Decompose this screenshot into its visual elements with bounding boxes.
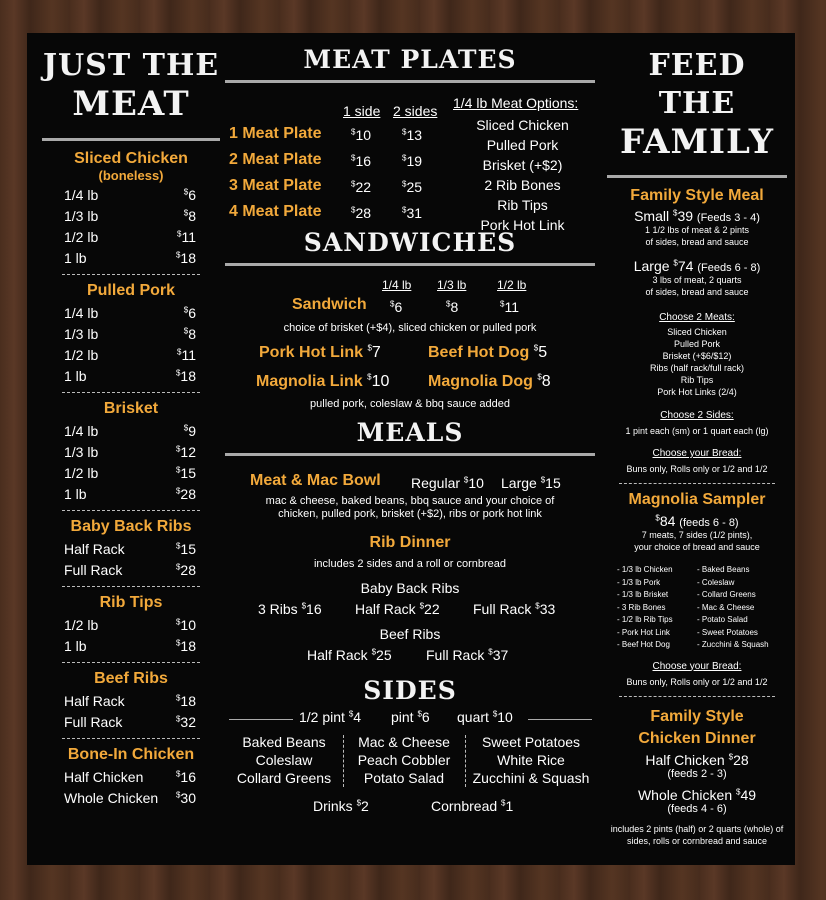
item-size: 1/3 lb [64,208,99,224]
meat-plate-row [229,177,439,203]
size-quart: quart $10 [457,709,513,725]
price-value: 9 [188,423,196,439]
pork-hot-link: Pork Hot Link $7 [259,343,381,361]
meat-section [42,593,220,663]
left-title-1: JUST THE [42,48,220,83]
sandwiches-section [225,266,595,418]
price-value: 13 [406,127,423,143]
price-value: 22 [355,179,372,195]
size-third: 1/3 lb [437,278,467,292]
beef-full-rack: Full Rack $37 [426,647,509,663]
price-value: 28 [180,562,196,578]
sides-col-1 [225,733,343,787]
divider [62,738,200,739]
sampler-meat: - Pork Hot Link [617,627,670,637]
divider [343,735,344,787]
price-value: 25 [406,179,423,195]
item-size: Full Rack [64,714,123,730]
sampler-side: - Mac & Cheese [697,602,755,612]
item-size: 1/4 lb [64,187,99,203]
meat-choice: Pork Hot Links (2/4) [657,387,737,397]
price: 11 [504,299,519,315]
sampler-meat: - Beef Hot Dog [617,640,670,649]
item-price: $15 [175,541,196,557]
sampler-price: $84 (feeds 6 - 8) [655,513,739,529]
sampler-meats [617,564,697,652]
meat-options-title: 1/4 lb Meat Options: [453,95,579,111]
item-size: 1 lb [64,486,87,502]
sandwich-name: Sandwich [292,296,367,313]
price-row [64,615,196,636]
fscd-note-2: sides, rolls or cornbread and sauce [626,835,768,846]
price-row [64,303,196,324]
sandwich-price-1: $6 [390,299,403,315]
large-note-1: 3 lbs of meat, 2 quarts [652,275,742,285]
section-title: Sliced Chicken [74,150,188,167]
divider [42,138,220,141]
bowl-regular: Regular $10 [411,475,484,491]
cornbread: Cornbread $1 [431,798,514,814]
sampler-side: - Collard Greens [697,590,756,599]
plate-price-2: $13 [402,127,423,143]
beef-ribs-title: Beef Ribs [379,626,441,642]
large-option: Large $74 (Feeds 6 - 8) [633,258,761,274]
price-list [64,303,196,387]
meat-plates-section [225,83,595,233]
price-value: 15 [180,541,196,557]
choose-sides: Choose 2 Sides: [660,410,734,421]
sides-col-2 [345,733,463,787]
meat-section [42,399,220,511]
section-title: Bone-In Chicken [67,746,195,763]
price-value: 18 [180,250,196,266]
sides-col-3 [465,733,597,787]
item-size: 1 lb [64,250,87,266]
sandwich-price-2: $8 [446,299,459,315]
item-price: $18 [175,693,196,709]
bowl-large: Large $15 [501,475,561,491]
sandwich-price-3: $11 [500,299,519,315]
sides-note: 1 pint each (sm) or 1 quart each (lg) [625,426,769,436]
item-size: Half Chicken [64,769,144,785]
meat-plate-row [229,125,439,151]
meat-option: Rib Tips [497,197,548,213]
choose-bread: Choose your Bread: [652,448,742,459]
price-row [64,206,196,227]
sides-title: SIDES [363,676,457,705]
sampler-lists [607,564,787,652]
plate-price-2: $25 [402,179,423,195]
side-item: Collard Greens [236,770,332,786]
item-price: $6 [183,187,196,203]
plate-name: 4 Meat Plate [229,203,322,220]
rib-dinner: Rib Dinner [369,534,451,551]
item-price: $12 [175,444,196,460]
magnolia-link: Magnolia Link $10 [256,372,390,390]
fscd-title-1: Family Style [650,707,744,725]
item-price: $32 [175,714,196,730]
item-size: 1/3 lb [64,326,99,342]
item-size: 1/2 lb [64,617,99,633]
item-price: $11 [177,347,196,363]
meat-choice: Rib Tips [680,375,714,385]
bb-3-ribs: 3 Ribs $16 [258,601,322,617]
meat-option: 2 Rib Bones [484,177,561,193]
right-title-1: FEED THE [648,48,746,121]
meat-choice: Pulled Pork [673,339,721,349]
price-row [64,636,196,657]
plate-name: 1 Meat Plate [229,125,322,142]
sampler-meat: - 1/3 lb Brisket [617,590,669,599]
item-price: $28 [175,562,196,578]
sides-section [225,705,595,825]
item-price: $28 [175,486,196,502]
price: 8 [450,299,459,315]
divider [62,392,200,393]
price-value: 10 [180,617,196,633]
plate-price-1: $28 [351,205,372,221]
plate-price-1: $22 [351,179,372,195]
price-value: 18 [180,368,196,384]
price-value: 11 [181,229,196,245]
price-list [64,185,196,269]
price-row [64,712,196,733]
meat-plates-title: MEAT PLATES [303,45,517,74]
sandwich-note: choice of brisket (+$4), sliced chicken or pulled pork [283,322,537,334]
section-title: Brisket [103,400,159,417]
side-item: Coleslaw [255,752,313,768]
section-title: Beef Ribs [94,670,168,687]
choose-meats: Choose 2 Meats: [659,312,735,323]
meat-choice: Sliced Chicken [667,327,727,337]
fscd-note-1: includes 2 pints (half) or 2 quarts (whole) of [610,823,784,834]
bread-note-2: Buns only, Rolls only or 1/2 and 1/2 [626,676,768,687]
price-row [64,324,196,345]
price-row [64,484,196,505]
item-price: $18 [175,368,196,384]
price-value: 8 [188,326,196,342]
left-sections [42,149,220,809]
item-size: 1/2 lb [64,229,99,245]
item-size: 1/4 lb [64,423,99,439]
price-row [64,788,196,809]
meat-option: Pork Hot Link [480,217,565,233]
item-size: Whole Chicken [64,790,159,806]
divider [619,696,775,697]
item-price: $6 [183,305,196,321]
sampler-side: - Sweet Potatoes [697,627,758,637]
side-item: White Rice [497,752,565,768]
baby-back-title: Baby Back Ribs [360,580,460,596]
meat-option: Brisket (+$2) [482,157,563,173]
sampler-side: - Baked Beans [697,565,750,574]
price-value: 6 [188,187,196,203]
magnolia-sampler-title: Magnolia Sampler [628,491,766,508]
plate-price-1: $16 [351,153,372,169]
large-note-2: of sides, bread and sauce [645,287,749,297]
beef-hot-dog: Beef Hot Dog $5 [428,343,548,361]
price-row [64,442,196,463]
price-row [64,767,196,788]
price-row [64,345,196,366]
whole-feeds: (feeds 4 - 6) [667,802,727,815]
section-subtitle: (boneless) [98,168,164,183]
side-item: Peach Cobbler [357,752,451,768]
feed-the-family-column [607,33,787,847]
drinks: Drinks $2 [313,798,369,814]
price-value: 28 [355,205,372,221]
just-the-meat-column [42,33,220,809]
price-row [64,248,196,269]
item-price: $10 [175,617,196,633]
sampler-side: - Coleslaw [697,577,735,587]
meat-section [42,281,220,393]
section-title: Baby Back Ribs [70,518,192,535]
item-price: $9 [183,423,196,439]
link-note: pulled pork, coleslaw & bbq sauce added [310,398,510,410]
bb-half-rack: Half Rack $22 [355,601,440,617]
small-note-2: of sides, bread and sauce [645,237,749,247]
price-list [64,421,196,505]
meat-section [42,517,220,587]
beef-half-rack: Half Rack $25 [307,647,392,663]
price-value: 15 [180,465,196,481]
price-value: 32 [180,714,196,730]
item-price: $11 [177,229,196,245]
side-item: Baked Beans [242,734,326,750]
meat-options-list [450,115,595,235]
family-style-meal-title: Family Style Meal [630,187,764,204]
item-price: $30 [175,790,196,806]
price-row [64,421,196,442]
price-row [64,185,196,206]
price-value: 18 [180,693,196,709]
sampler-meat: - 1/3 lb Chicken [617,565,673,574]
size-pint: pint $6 [391,709,430,725]
price-list [64,691,196,733]
left-title-2: MEAT [72,84,190,124]
sampler-meat: - 3 Rib Bones [617,602,666,612]
sampler-note-2: your choice of bread and sauce [634,542,760,552]
item-price: $15 [175,465,196,481]
plate-price-1: $10 [351,127,372,143]
price-value: 8 [188,208,196,224]
price-value: 6 [188,305,196,321]
price-value: 11 [181,347,196,363]
meat-choices [607,326,787,398]
meals-section [225,456,595,676]
price-value: 19 [406,153,423,169]
price-list [64,539,196,581]
price-value: 18 [180,638,196,654]
bowl-note-1: mac & cheese, baked beans, bbq sauce and your choice of [265,495,555,507]
price-value: 10 [355,127,372,143]
price-row [64,539,196,560]
bowl-note-2: chicken, pulled pork, brisket (+$2), ribs or pork hot link [278,508,542,520]
price-list [64,767,196,809]
menu-board [27,33,795,865]
section-title: Rib Tips [99,594,163,611]
sampler-meat: - 1/3 lb Pork [617,577,661,587]
price-row [64,366,196,387]
plate-name: 2 Meat Plate [229,151,322,168]
meat-option: Pulled Pork [486,137,559,153]
plate-price-2: $19 [402,153,423,169]
choose-bread-2: Choose your Bread: [652,660,742,672]
small-note-1: 1 1/2 lbs of meat & 2 pints [644,225,750,235]
item-size: 1/2 lb [64,465,99,481]
item-price: $18 [175,250,196,266]
divider [528,719,592,720]
side-item: Sweet Potatoes [481,734,581,750]
sampler-note-1: 7 meats, 7 sides (1/2 pints), [641,530,753,540]
meat-section [42,669,220,739]
item-size: 1/4 lb [64,305,99,321]
section-title: Pulled Pork [86,282,176,299]
item-size: 1 lb [64,368,87,384]
meat-mac-bowl: Meat & Mac Bowl [250,472,381,489]
item-price: $18 [175,638,196,654]
size-quarter: 1/4 lb [382,278,412,292]
fscd-title-2: Chicken Dinner [638,729,756,747]
item-size: Half Rack [64,693,125,709]
price-row [64,463,196,484]
price-row [64,560,196,581]
item-price: $8 [183,208,196,224]
size-half-pint: 1/2 pint $4 [299,709,362,725]
sampler-sides [697,564,787,652]
item-price: $16 [175,769,196,785]
divider [62,586,200,587]
plate-price-2: $31 [402,205,423,221]
divider [62,510,200,511]
item-size: Full Rack [64,562,123,578]
divider [619,483,775,484]
item-size: Half Rack [64,541,125,557]
divider [607,175,787,178]
price-value: 28 [180,486,196,502]
meat-choice: Brisket (+$6/$12) [662,351,732,361]
divider [229,719,293,720]
price-value: 16 [355,153,372,169]
item-size: 1/2 lb [64,347,99,363]
price-row [64,227,196,248]
meals-title: MEALS [356,418,464,447]
item-size: 1 lb [64,638,87,654]
bread-note: Buns only, Rolls only or 1/2 and 1/2 [626,464,768,474]
small-option: Small $39 (Feeds 3 - 4) [634,208,760,224]
rib-note: includes 2 sides and a roll or cornbread [313,558,506,570]
divider [62,274,200,275]
meat-section [42,745,220,809]
price: 6 [394,299,403,315]
bb-full-rack: Full Rack $33 [473,601,556,617]
half-feeds: (feeds 2 - 3) [667,767,727,780]
magnolia-dog: Magnolia Dog $8 [428,372,551,390]
item-price: $8 [183,326,196,342]
price-row [64,691,196,712]
meat-section [42,149,220,275]
price-value: 16 [180,769,196,785]
meat-choice: Ribs (half rack/full rack) [649,363,745,373]
side-item: Mac & Cheese [358,734,450,750]
divider [62,662,200,663]
meat-plate-row [229,203,439,229]
half-chicken: Half Chicken $28 [645,751,749,768]
price-list [64,615,196,657]
side-item: Potato Salad [363,770,445,786]
whole-chicken: Whole Chicken $49 [637,786,757,803]
sampler-meat: - 1/2 lb Rib Tips [617,615,673,624]
side-item: Zucchini & Squash [472,770,590,786]
right-title-2: FAMILY [619,122,775,162]
size-half: 1/2 lb [497,278,527,292]
price-value: 12 [180,444,196,460]
meat-option: Sliced Chicken [476,117,569,133]
sampler-side: - Zucchini & Squash [697,640,769,649]
meat-plate-row [229,151,439,177]
middle-column [225,33,595,825]
sampler-side: - Potato Salad [697,615,748,624]
price-value: 31 [406,205,423,221]
meat-plates-list [229,125,439,229]
plate-name: 3 Meat Plate [229,177,322,194]
sandwiches-title: SANDWICHES [303,228,517,257]
price-value: 30 [180,790,196,806]
two-sides-header: 2 sides [393,103,438,119]
one-side-header: 1 side [343,103,381,119]
item-size: 1/3 lb [64,444,99,460]
